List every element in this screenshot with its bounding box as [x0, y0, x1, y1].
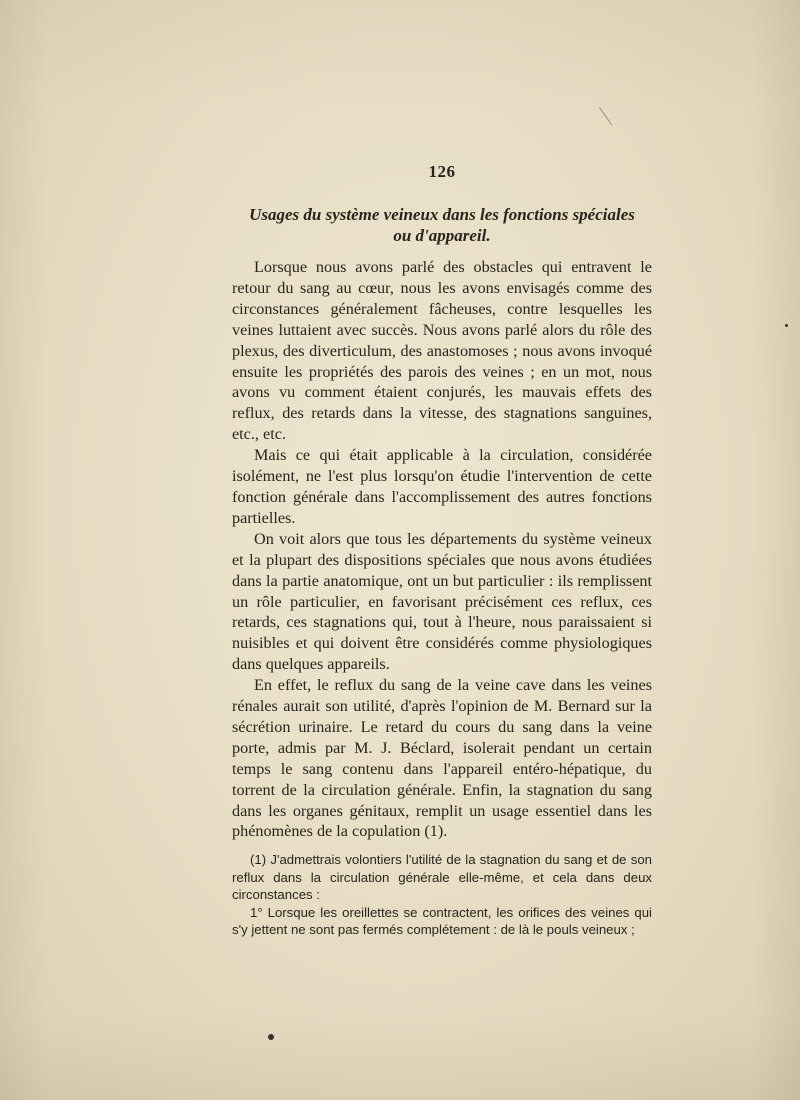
page-number: 126	[428, 162, 456, 181]
section-title-line-1: Usages du système veineux dans les fonctions spéciales	[249, 205, 635, 224]
paragraph: Lorsque nous avons parlé des obstacles qui entravent le retour du sang au cœur, nous les avons envisagés comme des circonstances généralement fâcheuses, contre lesquelles les veines luttaient avec succès. Nous avons parlé alors du rôle des plexus, des diverticulum, des anastomoses ; nous avons invoqué ensuite les propriétés des parois des veines ; en un mot, nous avons vu comment étaient conjurés, les mauvais effets des reflux, des retards dans la vitesse, des stagnations sanguines, etc., etc.	[232, 258, 652, 444]
footnote: (1) J'admettrais volontiers l'utilité de la stagnation du sang et de son reflux dans la circulation générale elle-même, et cela dans deux circonstances :	[232, 852, 652, 902]
paragraph: En effet, le reflux du sang de la veine cave dans les veines rénales aurait son utilité, d'après l'opinion de M. Bernard sur la sécrétion urinaire. Le retard du cours du sang dans la veine porte, admis par M. J. Béclard, isolerait pendant un certain temps le sang contenu dans l'appareil entéro-hépatique, du torrent de la circulation générale. Enfin, la stagnation du sang dans les organes génitaux, remplit un usage essentiel dans les phénomènes de la copulation (1).	[232, 676, 652, 841]
section-title	[232, 204, 652, 246]
section-title-line-2: ou d'appareil.	[393, 226, 491, 245]
footnote: 1° Lorsque les oreillettes se contractent, les orifices des veines qui s'y jettent ne sont pas fermés complétement : de là le pouls veineux ;	[232, 904, 652, 937]
body-text	[232, 257, 652, 842]
footnotes	[232, 851, 652, 939]
paragraph: Mais ce qui était applicable à la circulation, considérée isolément, ne l'est plus lorsqu'on étudie l'intervention de cette fonction générale dans l'accomplissement des autres fonctions partielles.	[232, 446, 652, 527]
paragraph: On voit alors que tous les départements du système veineux et la plupart des dispositions spéciales que nous avons étudiées dans la partie anatomique, ont un but particulier : ils remplissent un rôle particulier, en favorisant précisément ces reflux, ces retards, ces stagnations qui, tout à l'heure, nous paraissaient si nuisibles et qui doivent être considérés comme physiologiques dans quelques appareils.	[232, 529, 652, 674]
ink-speck	[268, 1034, 274, 1040]
ink-speck	[785, 324, 788, 327]
